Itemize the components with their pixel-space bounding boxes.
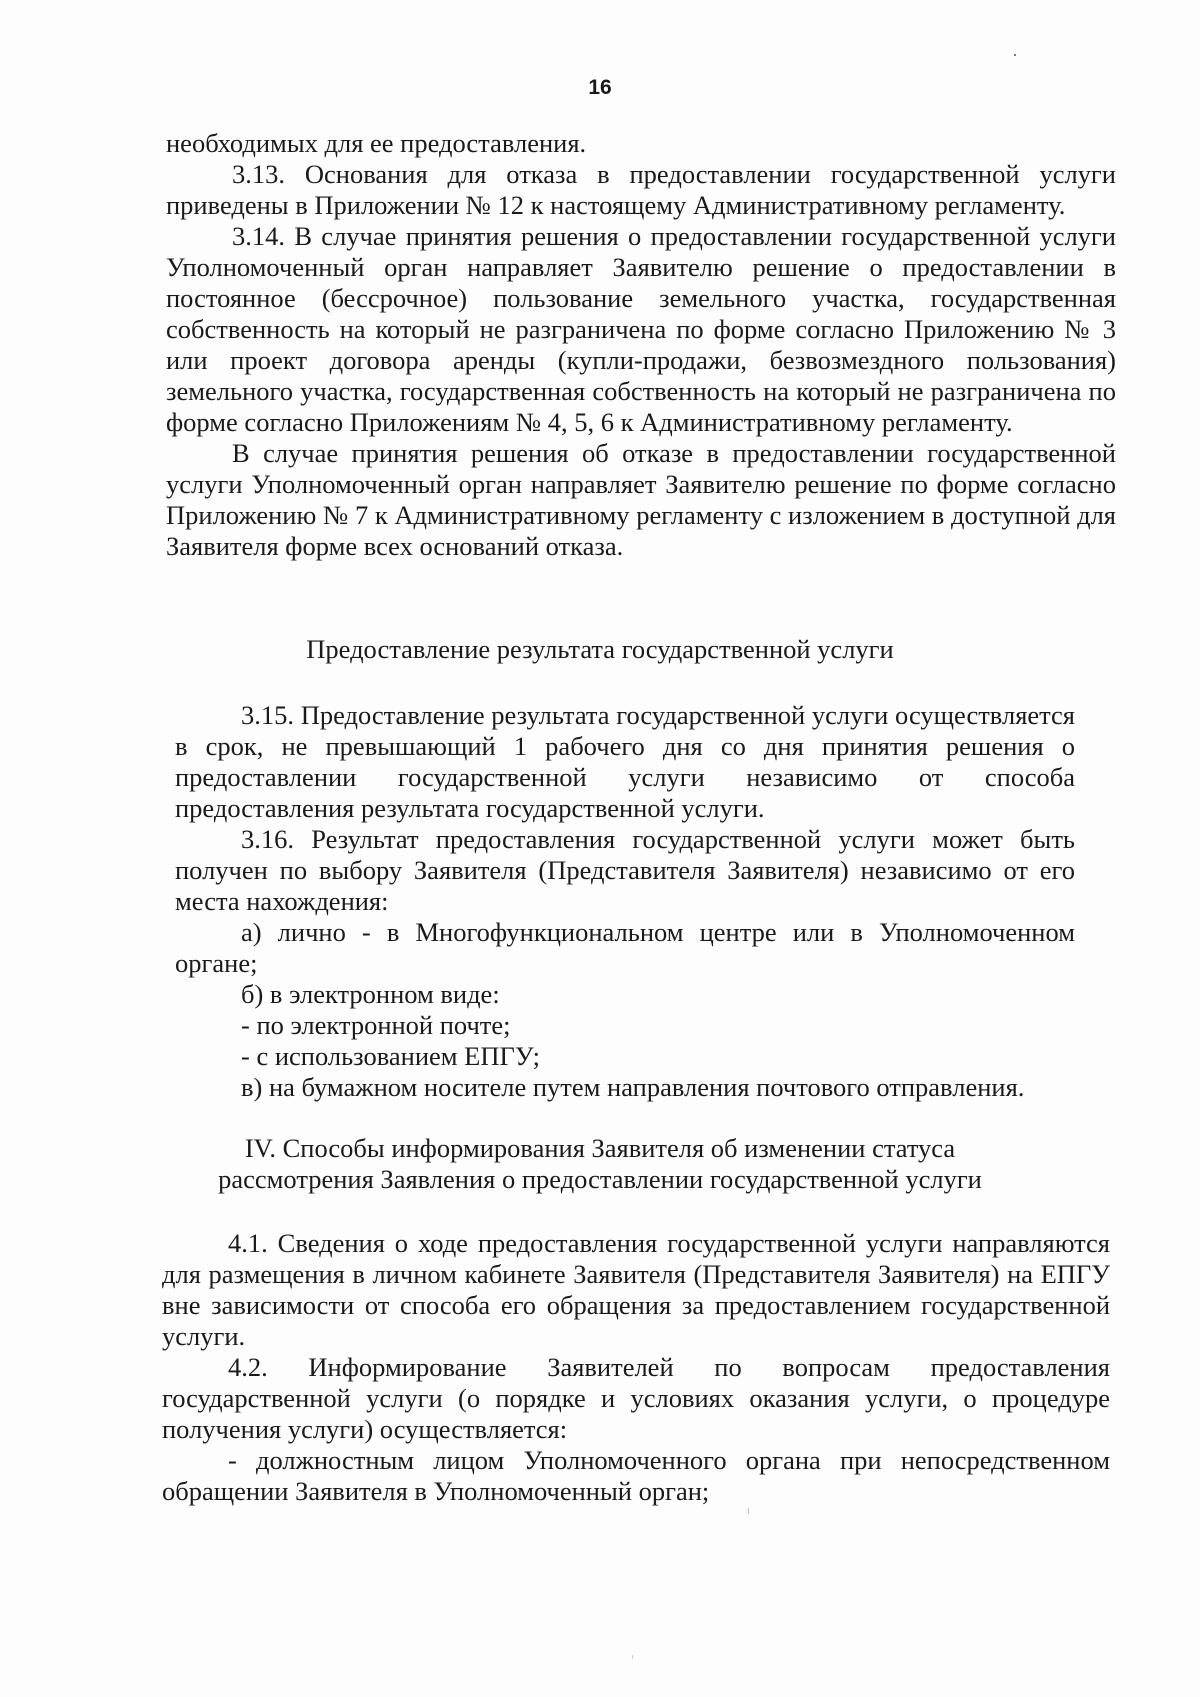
list-item-paper: в) на бумажном носителе путем направления почтового отправления. bbox=[241, 1072, 1025, 1102]
paragraph-3-14: 3.14. В случае принятия решения о предоставлении государственной услуги Уполномоченный орган направляет Заявителю решение о предоставлении в постоянное (бессрочное) пользование земельного участка, государственная собственность на который не разграничена по форме согласно Приложению № 3 или проект договора аренды (купли-продажи, безвозмездного пользования) земельного участка, государственная собственность на который не разграничена по форме согласно Приложениям № 4, 5, 6 к Административному регламенту. bbox=[166, 221, 1116, 437]
paragraph-4-2: 4.2. Информирование Заявителей по вопросам предоставления государственной услуги (о порядке и условиях оказания услуги, о процедуре получения услуги) осуществляется: bbox=[162, 1352, 1110, 1444]
paragraph-intro-tail: необходимых для ее предоставления. bbox=[166, 128, 587, 158]
paragraph-3-13: 3.13. Основания для отказа в предоставлении государственной услуги приведены в Приложении № 12 к настоящему Административному регламенту. bbox=[166, 159, 1116, 220]
section-3-text bbox=[166, 128, 1116, 562]
page-number: 16 bbox=[588, 76, 612, 99]
paragraph-refusal: В случае принятия решения об отказе в предоставлении государственной услуги Уполномоченный орган направляет Заявителю решение по форме согласно Приложению № 7 к Административному регламенту с изложением в доступной для Заявителя форме всех оснований отказа. bbox=[166, 438, 1116, 561]
scan-speck bbox=[1014, 54, 1016, 56]
heading-section-4 bbox=[0, 1133, 1200, 1195]
scan-speck bbox=[632, 1655, 633, 1659]
scan-speck bbox=[748, 1508, 749, 1514]
section-4-text bbox=[162, 1228, 1110, 1507]
heading-result: Предоставление результата государственной услуги bbox=[306, 634, 894, 664]
heading-section-4-line-2: рассмотрения Заявления о предоставлении государственной услуги bbox=[218, 1164, 982, 1194]
list-item-email: - по электронной почте; bbox=[241, 1010, 511, 1040]
paragraph-4-1: 4.1. Сведения о ходе предоставления государственной услуги направляются для размещения в личном кабинете Заявителя (Представителя Заявителя) на ЕПГУ вне зависимости от способа его обращения за предоставлением государственной услуги. bbox=[162, 1228, 1110, 1351]
paragraph-4-2-item: - должностным лицом Уполномоченного органа при непосредственном обращении Заявителя в Уполномоченный орган; bbox=[162, 1445, 1110, 1506]
list-item-in-person: а) лично - в Многофункциональном центре или в Уполномоченном органе; bbox=[175, 917, 1075, 978]
list-item-epgu: - с использованием ЕПГУ; bbox=[241, 1041, 540, 1071]
result-text bbox=[175, 700, 1075, 1103]
paragraph-3-16: 3.16. Результат предоставления государственной услуги может быть получен по выбору Заявителя (Представителя Заявителя) независимо от его места нахождения: bbox=[175, 824, 1075, 916]
heading-section-4-line-1: IV. Способы информирования Заявителя об изменении статуса bbox=[244, 1133, 956, 1163]
paragraph-3-15: 3.15. Предоставление результата государственной услуги осуществляется в срок, не превышающий 1 рабочего дня со дня принятия решения о предоставлении государственной услуги независимо от способа предоставления результата государственной услуги. bbox=[175, 700, 1075, 823]
list-item-electronic: б) в электронном виде: bbox=[241, 979, 500, 1009]
